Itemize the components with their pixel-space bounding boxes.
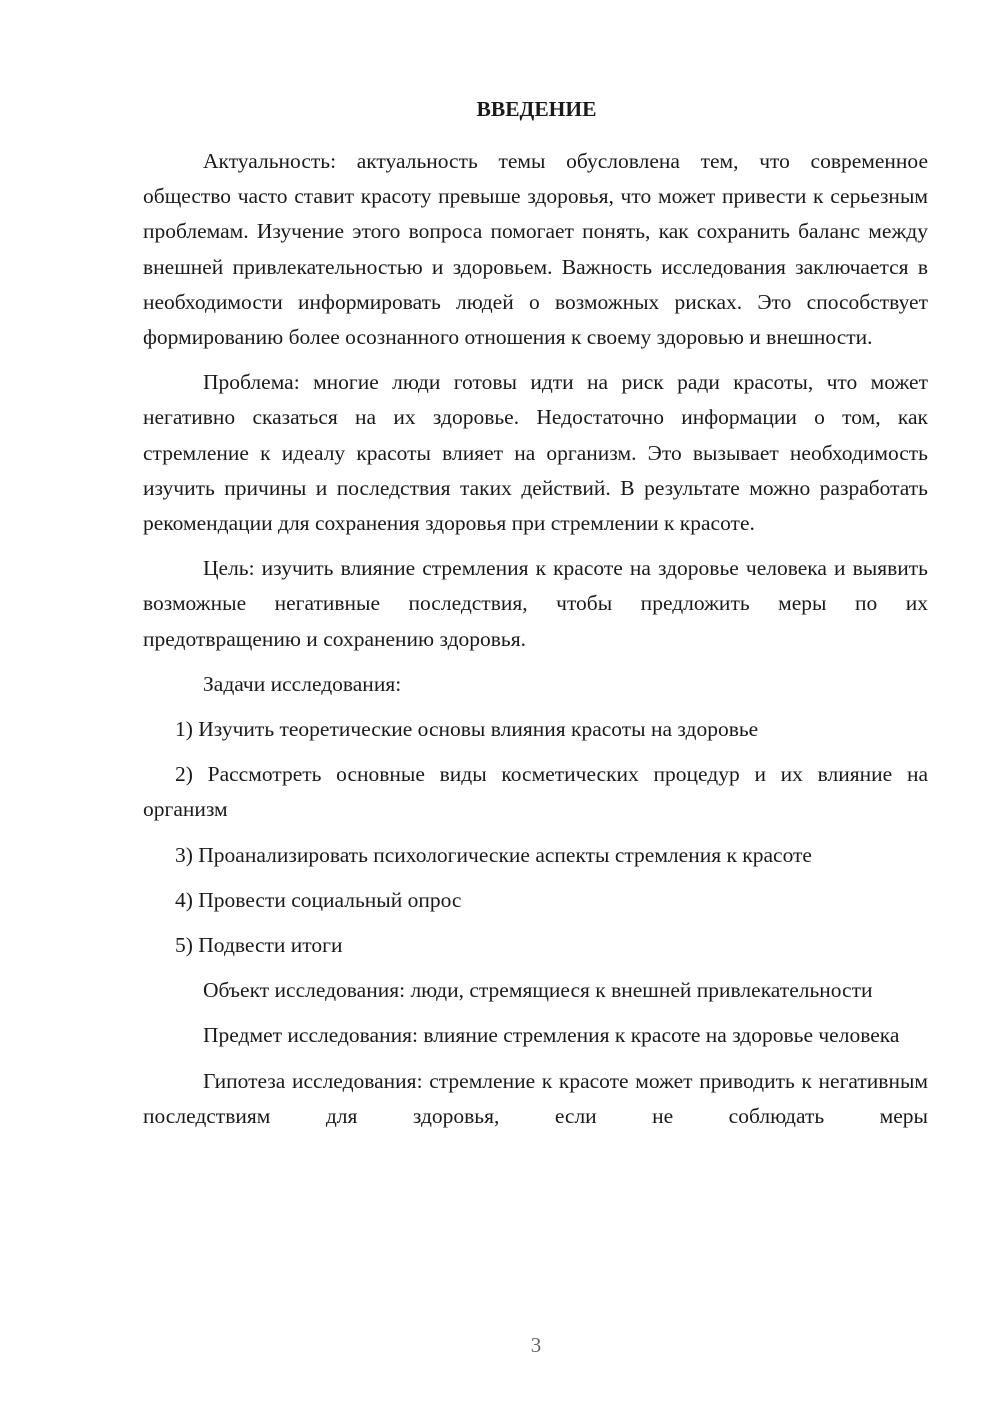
task-item-2: 2) Рассмотреть основные виды косметических процедур и их влияние на организм bbox=[143, 762, 928, 822]
relevance-paragraph: Актуальность: актуальность темы обусловлена тем, что современное общество часто ставит красоту превыше здоровья, что может привести к серьезным проблемам. Изучение этого вопроса помогает понять, как сохранить баланс между внешней привлекательностью и здоровьем. Важность исследования заключается в необходимости информировать людей о возможных рисках. Это способствует формированию более осознанного отношения к своему здоровью и внешности. bbox=[143, 149, 928, 350]
problem-paragraph: Проблема: многие люди готовы идти на риск ради красоты, что может негативно сказаться на их здоровье. Недостаточно информации о том, как стремление к идеалу красоты влияет на организм. Это вызывает необходимость изучить причины и последствия таких действий. В результате можно разработать рекомендации для сохранения здоровья при стремлении к красоте. bbox=[143, 370, 928, 536]
page-title: ВВЕДЕНИЕ bbox=[476, 97, 597, 121]
subject-paragraph: Предмет исследования: влияние стремления к красоте на здоровье человека bbox=[203, 1023, 900, 1048]
document-page bbox=[143, 92, 928, 1144]
task-item-3: 3) Проанализировать психологические аспекты стремления к красоте bbox=[175, 842, 812, 867]
object-paragraph: Объект исследования: люди, стремящиеся к внешней привлекательности bbox=[203, 978, 873, 1003]
task-item-1: 1) Изучить теоретические основы влияния красоты на здоровье bbox=[175, 717, 759, 742]
hypothesis-paragraph: Гипотеза исследования: стремление к красоте может приводить к негативным последствиям для здоровья, если не соблюдать меры bbox=[143, 1068, 928, 1128]
goal-paragraph: Цель: изучить влияние стремления к красоте на здоровье человека и выявить возможные негативные последствия, чтобы предложить меры по их предотвращению и сохранению здоровья. bbox=[143, 556, 928, 651]
page-number: 3 bbox=[530, 1333, 542, 1357]
tasks-heading: Задачи исследования: bbox=[203, 671, 402, 696]
task-item-5: 5) Подвести итоги bbox=[175, 933, 343, 958]
task-item-4: 4) Провести социальный опрос bbox=[175, 887, 462, 912]
